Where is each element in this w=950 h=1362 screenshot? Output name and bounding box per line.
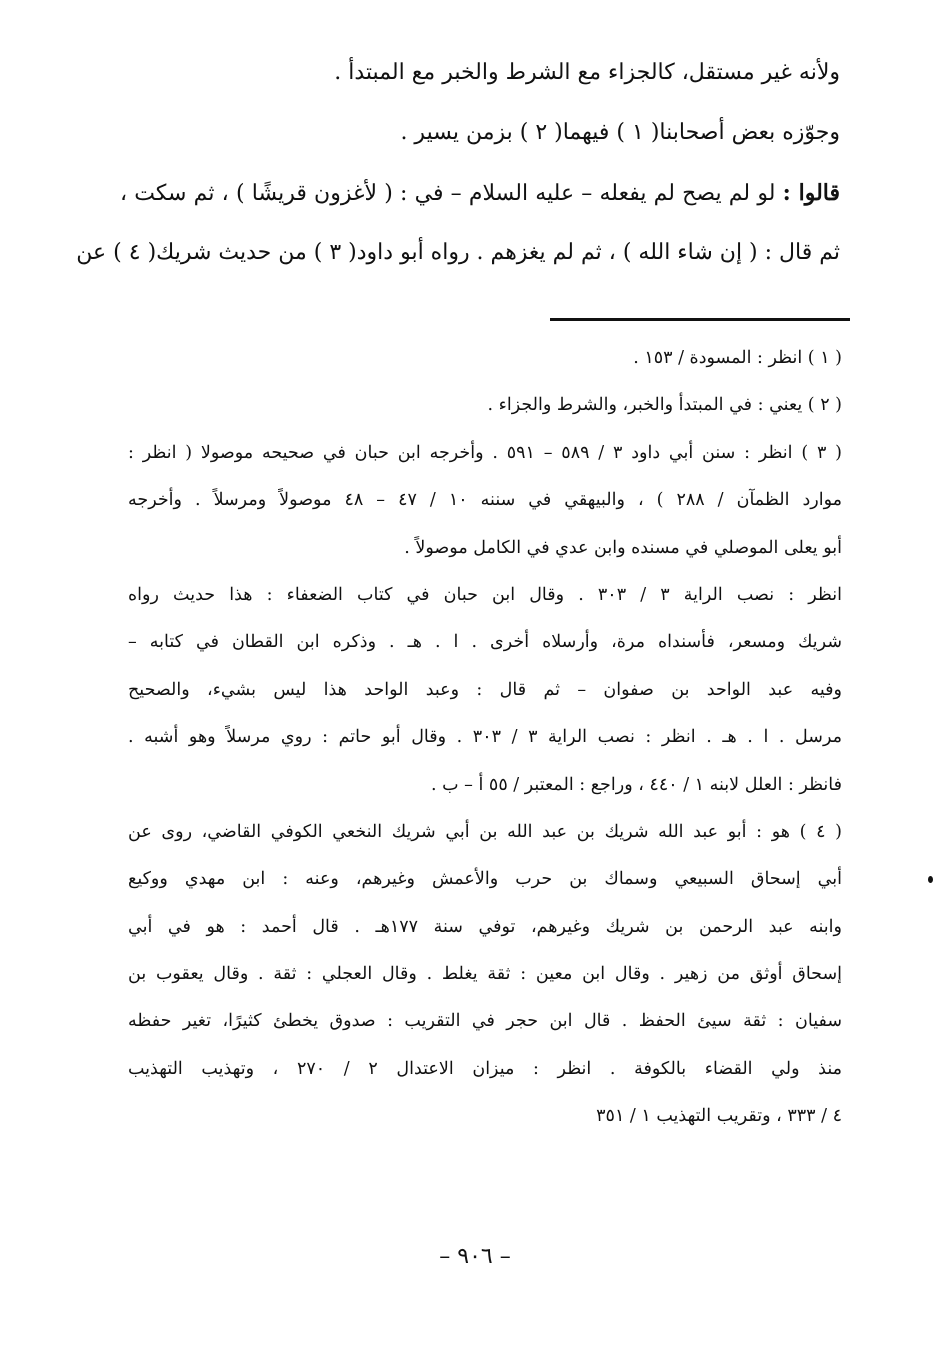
footnote-line: انظر : نصب الراية ٣ / ٣٠٣ . وقال ابن حبان في كتاب الضعفاء : هذا حديث رواه <box>128 584 842 605</box>
footnote-4 <box>128 820 842 1152</box>
footnote-line: مرسل . ا . هـ . انظر : نصب الراية ٣ / ٣٠٣ . وقال أبو حاتم : روي مرسلاً وهو أشبه . <box>128 727 842 748</box>
footnote-2 <box>128 393 842 440</box>
margin-mark <box>928 876 933 883</box>
footnote-line: ( ١ ) انظر : المسودة / ١٥٣ . <box>633 348 842 368</box>
footnote-line: شريك ومسعر، فأسنداه مرة، وأرسلاه أخرى . ا . هـ . وذكره ابن القطان في كتابه – <box>128 632 842 653</box>
main-line-3-text: لو لم يصح لم يفعله – عليه السلام – في : ( لأغزون قريشًا ) ، ثم سكت ، <box>120 181 783 206</box>
footnote-line: إسحاق أوثق من زهير . وقال ابن معين : ثقة يغلط . وقال العجلي : ثقة . وقال يعقوب بن <box>128 964 842 985</box>
main-line-3 <box>120 178 840 238</box>
footnote-line: ( ٣ ) انظر : سنن أبي داود ٣ / ٥٨٩ – ٥٩١ . وأخرجه ابن حبان في صحيحه موصولا ( انظر : <box>128 442 843 463</box>
footnote-line: ( ٢ ) يعني : في المبتدأ والخبر، والشرط والجزاء . <box>487 395 842 416</box>
footnote-line: فانظر : العلل لابنه ١ / ٤٤٠ ، وراجع : المعتبر / ٥٥ أ – ب . <box>431 774 842 795</box>
footnote-line: منذ ولي القضاء بالكوفة . انظر : ميزان الاعتدال ٢ / ٢٧٠ ، وتهذيب التهذيب <box>128 1058 842 1079</box>
footnote-line: موارد الظمآن / ٢٨٨ ) ، والبيهقي في سننه ١٠ / ٤٧ – ٤٨ موصولاً ومرسلاً . وأخرجه <box>128 490 842 511</box>
main-text <box>76 58 840 300</box>
qalu-label: قالوا : <box>782 180 840 206</box>
main-line-1: ولأنه غير مستقل، كالجزاء مع الشرط والخبر مع المبتدأ . <box>334 60 840 85</box>
footnote-line: ٤ / ٣٣٣ ، وتقريب التهذيب ١ / ٣٥١ <box>596 1106 842 1127</box>
footnote-3 <box>128 441 842 820</box>
main-line-4: ثم قال : ( إن شاء الله ) ، ثم لم يغزهم . رواه أبو داود( ٣ ) من حديث شريك( ٤ ) عن <box>76 240 840 265</box>
page-number: – ٩٠٦ – <box>439 1244 511 1269</box>
main-line-2: وجوّزه بعض أصحابنا( ١ ) فيهما( ٢ ) بزمن يسير . <box>400 120 840 145</box>
footnote-separator <box>550 318 850 321</box>
footnote-line: ( ٤ ) هو : أبو عبد الله شريك بن عبد الله بن أبي شريك النخعي الكوفي القاضي، روى عن <box>128 821 842 842</box>
footnote-1 <box>128 346 842 393</box>
footnote-line: سفيان : ثقة سيئ الحفظ . قال ابن حجر في التقريب : صدوق يخطئ كثيرًا، تغير حفظه <box>128 1011 842 1032</box>
footnote-line: أبي إسحاق السبيعي وسماك بن حرب والأعمش وغيرهم، وعنه : ابن مهدي ووكيع <box>128 869 842 890</box>
footnote-line: وابنه عبد الرحمن بن شريك وغيرهم، توفي سنة ١٧٧هـ . قال أحمد : هو في أبي <box>128 916 842 937</box>
footnotes <box>128 346 842 1152</box>
footnote-line: أبو يعلى الموصلي في مسنده وابن عدي في الكامل موصولاً . <box>404 537 842 558</box>
footnote-line: وفيه عبد الواحد بن صفوان – ثم قال : وعبد الواحد هذا ليس بشيء، والصحيح <box>128 679 842 700</box>
